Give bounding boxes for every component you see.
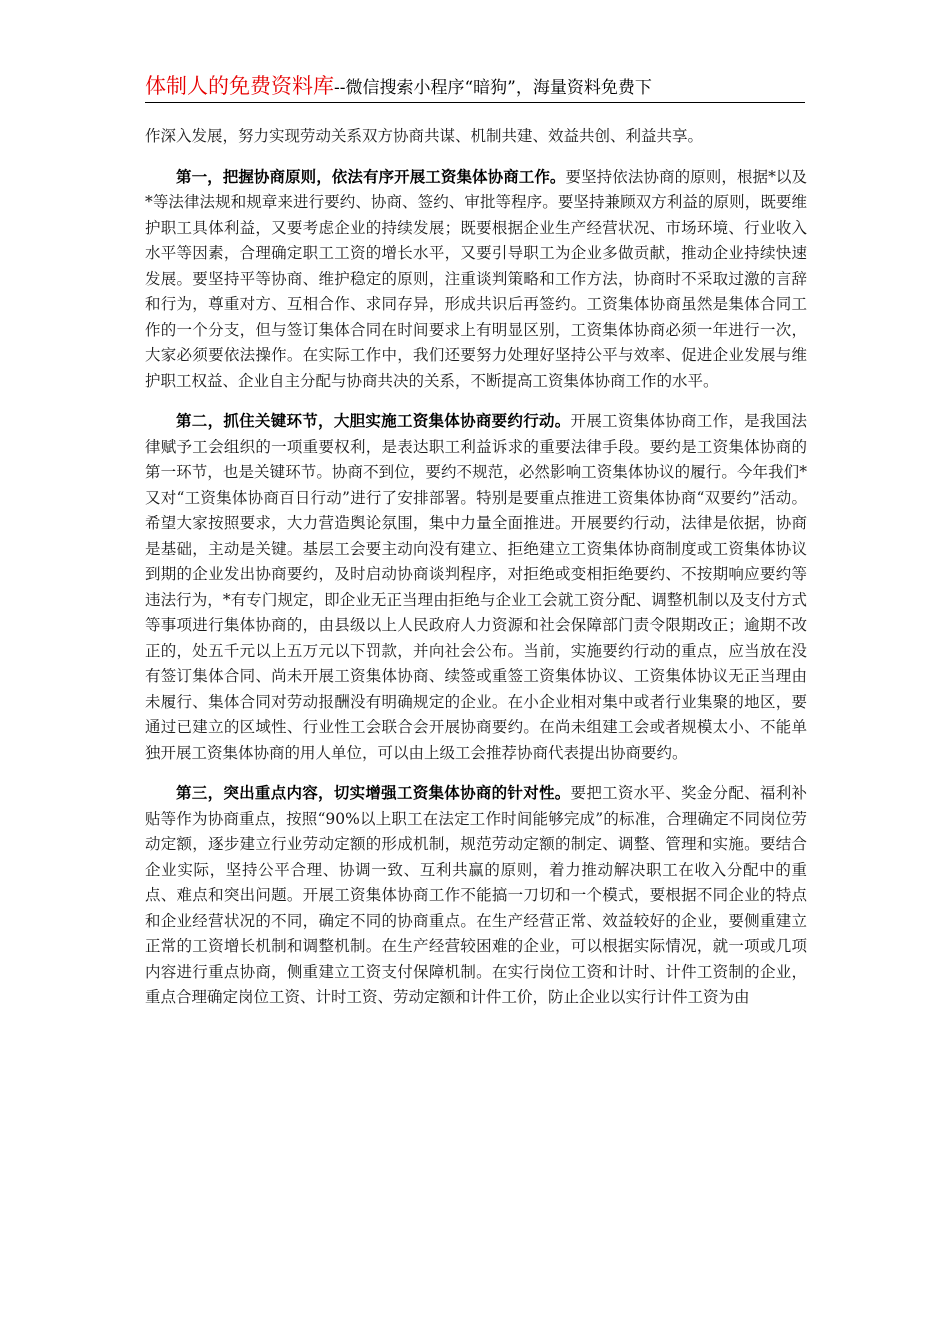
paragraph-lead: 第一，把握协商原则，依法有序开展工资集体协商工作。 xyxy=(176,166,566,186)
document-body xyxy=(145,124,807,1025)
paragraph-body: 要把工资水平、奖金分配、福利补贴等作为协商重点，按照“90%以上职工在法定工作时间能够完成”的标准，合理确定不同岗位劳动定额，逐步建立行业劳动定额的形成机制，规范劳动定额的制定、调整、管理和实施。要结合企业实际，坚持公平合理、协调一致、互利共赢的原则，着力推动解决职工在收入分配中的重点、难点和突出问题。开展工资集体协商工作不能搞一刀切和一个模式，要根据不同企业的特点和企业经营状况的不同，确定不同的协商重点。在生产经营正常、效益较好的企业，要侧重建立正常的工资增长机制和调整机制。在生产经营较困难的企业，可以根据实际情况，就一项或几项内容进行重点协商，侧重建立工资支付保障机制。在实行岗位工资和计时、计件工资制的企业，重点合理确定岗位工资、计时工资、劳动定额和计件工价，防止企业以实行计件工资为由 xyxy=(145,784,807,1006)
paragraph-body: 作深入发展，努力实现劳动关系双方协商共谋、机制共建、效益共创、利益共享。 xyxy=(145,127,704,145)
paragraph-body: 要坚持依法协商的原则，根据*以及*等法律法规和规章来进行要约、协商、签约、审批等程序。要坚持兼顾双方利益的原则，既要维护职工具体利益，又要考虑企业的持续发展；既要根据企业生产经营状况、市场环境、行业收入水平等因素，合理确定职工工资的增长水平，又要引导职工为企业多做贡献，推动企业持续快速发展。要坚持平等协商、维护稳定的原则，注重谈判策略和工作方法，协商时不采取过激的言辞和行为，尊重对方、互相合作、求同存异，形成共识后再签约。工资集体协商虽然是集体合同工作的一个分支，但与签订集体合同在时间要求上有明显区别，工资集体协商必须一年进行一次，大家必须要依法操作。在实际工作中，我们还要努力处理好坚持公平与效率、促进企业发展与维护职工权益、企业自主分配与协商共决的关系，不断提高工资集体协商工作的水平。 xyxy=(145,167,807,390)
paragraph xyxy=(145,164,807,395)
paragraph-body: 开展工资集体协商工作，是我国法律赋予工会组织的一项重要权利，是表达职工利益诉求的重要法律手段。要约是工资集体协商的第一环节，也是关键环节。协商不到位，要约不规范，必然影响工资集体协议的履行。今年我们*又对“工资集体协商百日行动”进行了安排部署。特别是要重点推进工资集体协商“双要约”活动。希望大家按照要求，大力营造舆论氛围，集中力量全面推进。开展要约行动，法律是依据，协商是基础，主动是关键。基层工会要主动向没有建立、拒绝建立工资集体协商制度或工资集体协议到期的企业发出协商要约，及时启动协商谈判程序，对拒绝或变相拒绝要约、不按期响应要约等违法行为，*有专门规定，即企业无正当理由拒绝与企业工会就工资分配、调整机制以及支付方式等事项进行集体协商的，由县级以上人民政府人力资源和社会保障部门责令限期改正；逾期不改正的，处五千元以上五万元以下罚款，并向社会公布。当前，实施要约行动的重点，应当放在没有签订集体合同、尚未开展工资集体协商、续签或重签工资集体协议、工资集体协议无正当理由未履行、集体合同对劳动报酬没有明确规定的企业。在小企业相对集中或者行业集聚的地区，要通过已建立的区域性、行业性工会联合会开展协商要约。在尚未组建工会或者规模太小、不能单独开展工资集体协商的用人单位，可以由上级工会推荐协商代表提出协商要约。 xyxy=(145,412,807,762)
paragraph-lead: 第二，抓住关键环节，大胆实施工资集体协商要约行动。 xyxy=(176,411,571,430)
header-brand: 体制人的免费资料库 xyxy=(145,74,334,98)
paragraph-lead: 第三，突出重点内容，切实增强工资集体协商的针对性。 xyxy=(176,783,571,802)
paragraph xyxy=(145,408,807,766)
page-header xyxy=(145,70,805,103)
paragraph xyxy=(145,124,807,150)
header-tagline: --微信搜索小程序“暗狗”，海量资料免费下 xyxy=(334,78,652,98)
paragraph xyxy=(145,780,807,1011)
